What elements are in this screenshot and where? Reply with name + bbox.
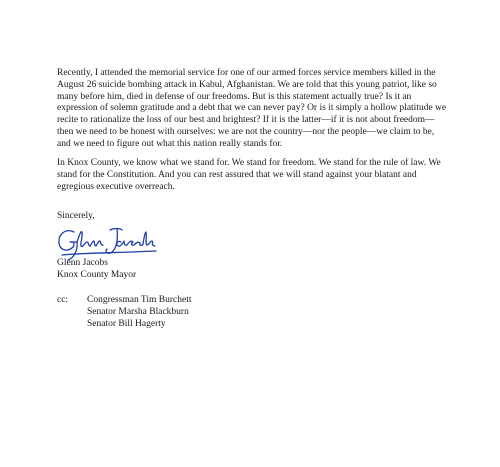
cc-list bbox=[87, 295, 192, 330]
cc-recipient: Congressman Tim Burchett bbox=[87, 295, 192, 305]
signer-block bbox=[57, 258, 136, 282]
handwritten-signature bbox=[52, 222, 162, 262]
cc-recipient: Senator Bill Hagerty bbox=[87, 318, 166, 329]
signer-title: Knox County Mayor bbox=[57, 269, 137, 280]
letter-paragraph-knox-county: In Knox County, we know what we stand for. We stand for freedom. We stand for the rule of law. We stand for the Constitution. And you can rest assured that we will stand against your blatant and egregious executive overreach. bbox=[57, 158, 441, 192]
signer-name: Glenn Jacobs bbox=[57, 258, 108, 268]
letter-paragraph-memorial: Recently, I attended the memorial service for one of our armed forces service members killed in the August 26 suicide bombing attack in Kabul, Afghanistan. We are told that this young patriot, like so many before him, died in defense of our freedoms. But is this statement actually true? Is it an expression of solemn gratitude and a debt that we can never pay? Or is it simply a hollow platitude we recite to rationalize the loss of our best and brightest? If it is the latter—if it is not about freedom—then we need to be honest with ourselves: we are not the country—nor the people—we claim to be, and we need to figure out what this nation really stands for. bbox=[57, 68, 447, 149]
cc-recipient: Senator Marsha Blackburn bbox=[87, 306, 189, 317]
cc-label: cc: bbox=[57, 295, 69, 305]
closing-salutation: Sincerely, bbox=[57, 211, 95, 221]
